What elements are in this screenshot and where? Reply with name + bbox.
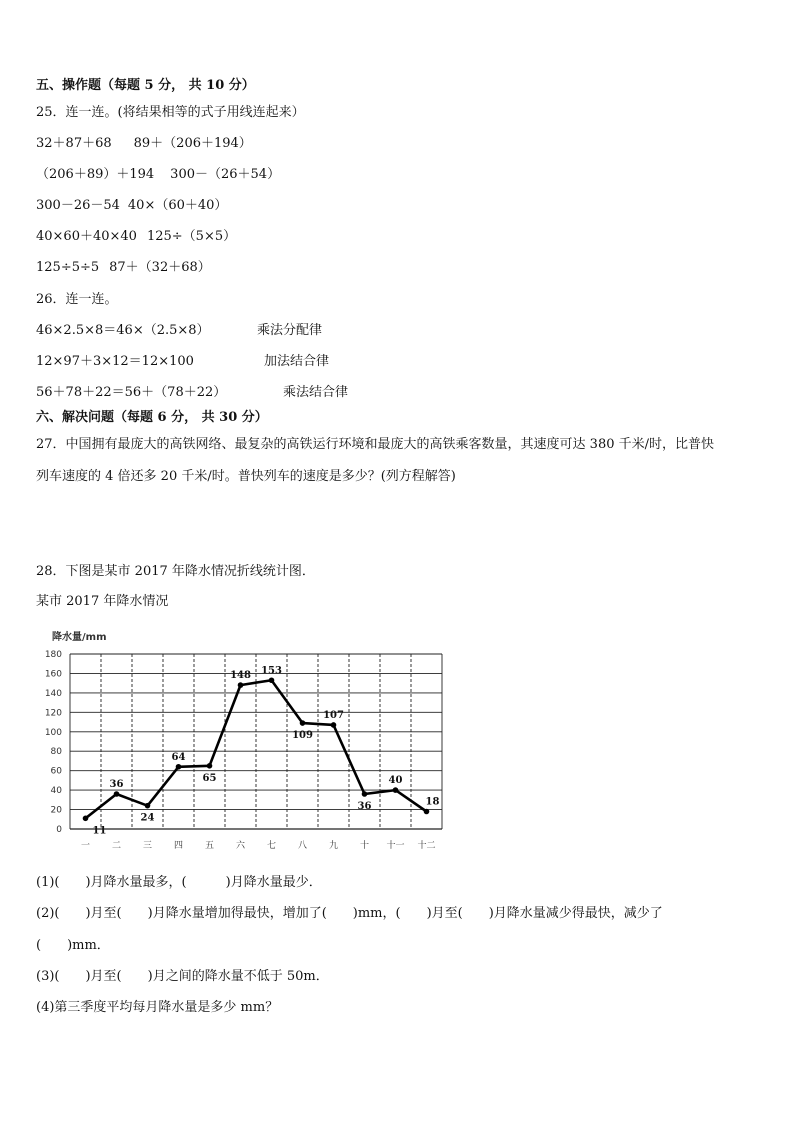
x-tick-label: 八 <box>297 841 308 851</box>
x-tick-label: 四 <box>173 841 184 851</box>
data-label: 18 <box>425 796 440 808</box>
data-point <box>238 682 244 688</box>
q28-sub2-line2: ( )mm． <box>36 938 110 953</box>
q27-line2: 列车速度的 4 倍还多 20 千米/时。普快列车的速度是多少？(列方程解答) <box>36 469 456 484</box>
q26-right: 乘法结合律 <box>283 385 349 400</box>
data-point <box>207 763 213 769</box>
y-tick-label: 180 <box>44 650 62 660</box>
y-tick-label: 160 <box>44 669 62 680</box>
x-tick-label: 二 <box>111 841 122 851</box>
q25-row <box>36 229 236 245</box>
x-tick-label: 十二 <box>417 841 436 851</box>
q28-sub3: (3)( )月至( )月之间的降水量不低于 50m． <box>36 969 329 984</box>
data-point <box>83 816 89 822</box>
data-label: 64 <box>171 751 186 763</box>
q25-row <box>36 260 211 276</box>
data-point <box>269 677 275 683</box>
x-tick-label: 一 <box>80 841 91 851</box>
x-tick-label: 十 <box>359 841 370 851</box>
section6-heading: 六、解决问题（每题 6 分， 共 30 分） <box>36 410 268 425</box>
data-label: 24 <box>140 812 155 824</box>
q28-sub1: (1)( )月降水量最多，( )月降水量最少． <box>36 875 322 890</box>
data-point <box>393 787 399 793</box>
data-point <box>424 809 430 815</box>
q28-sub4: (4)第三季度平均每月降水量是多少 mm？ <box>36 1000 279 1015</box>
q26-left: 46×2.5×8＝46×（2.5×8） <box>36 323 210 338</box>
q26-stem: 26．连一连。 <box>36 292 118 307</box>
data-label: 109 <box>292 730 313 742</box>
q25-row <box>36 167 280 183</box>
q25-right: 300－（26＋54） <box>170 167 281 182</box>
q28-sub2-line1: (2)( )月至( )月降水量增加得最快，增加了( )mm，( )月至( )月降水量减少得最快，减少了 <box>36 906 663 921</box>
data-point <box>145 803 151 809</box>
q26-left: 56＋78＋22＝56＋（78＋22） <box>36 385 227 400</box>
q25-left: （206＋89）＋194 <box>36 167 155 182</box>
x-tick-label: 十一 <box>386 841 405 851</box>
y-tick-label: 140 <box>44 688 62 699</box>
data-label: 65 <box>202 772 217 784</box>
data-label: 153 <box>261 665 282 677</box>
y-tick-label: 40 <box>50 786 62 797</box>
y-tick-label: 60 <box>50 766 62 777</box>
q25-right: 125÷（5×5） <box>146 229 237 244</box>
q25-left: 300－26－54 <box>36 198 120 213</box>
data-point <box>331 722 337 728</box>
q26-right: 乘法分配律 <box>257 323 323 338</box>
q25-left: 32＋87＋68 <box>36 136 112 151</box>
x-tick-label: 九 <box>328 841 339 851</box>
q26-left: 12×97＋3×12＝12×100 <box>36 354 194 369</box>
q25-row <box>36 198 227 214</box>
y-tick-label: 120 <box>44 708 62 719</box>
data-label: 148 <box>230 670 251 682</box>
q25-row <box>36 136 252 152</box>
y-axis-label: 降水量/mm <box>52 632 107 643</box>
y-tick-label: 100 <box>44 727 62 738</box>
q25-right: 40×（60＋40） <box>127 198 228 213</box>
q25-right: 87＋（32＋68） <box>109 260 211 275</box>
q25-stem: 25．连一连。(将结果相等的式子用线连起来） <box>36 105 305 120</box>
q28-stem: 28．下图是某市 2017 年降水情况折线统计图． <box>36 564 315 579</box>
rainfall-line-chart <box>0 620 460 860</box>
q25-right: 89＋（206＋194） <box>133 136 252 151</box>
data-label: 107 <box>323 709 344 721</box>
y-tick-label: 0 <box>56 825 62 835</box>
data-point <box>362 791 368 797</box>
chart-caption: 某市 2017 年降水情况 <box>36 594 169 609</box>
q26-right: 加法结合律 <box>264 354 330 369</box>
data-label: 36 <box>357 801 372 812</box>
data-point <box>114 791 120 797</box>
data-label: 11 <box>92 825 107 837</box>
y-tick-label: 20 <box>50 805 62 816</box>
x-tick-label: 三 <box>142 841 153 851</box>
x-tick-label: 六 <box>235 841 246 851</box>
q25-left: 125÷5÷5 <box>36 260 100 275</box>
data-point <box>176 764 182 770</box>
y-tick-label: 80 <box>50 747 62 758</box>
x-tick-label: 五 <box>204 841 215 851</box>
q25-left: 40×60＋40×40 <box>36 229 137 244</box>
data-label: 36 <box>109 779 124 790</box>
x-tick-label: 七 <box>266 841 277 851</box>
section5-heading: 五、操作题（每题 5 分， 共 10 分） <box>36 78 255 93</box>
data-point <box>300 720 306 726</box>
data-label: 40 <box>388 775 403 787</box>
q27-line1: 27．中国拥有最庞大的高铁网络、最复杂的高铁运行环境和最庞大的高铁乘客数量，其速度可达 380 千米/时，比普快 <box>36 437 715 452</box>
